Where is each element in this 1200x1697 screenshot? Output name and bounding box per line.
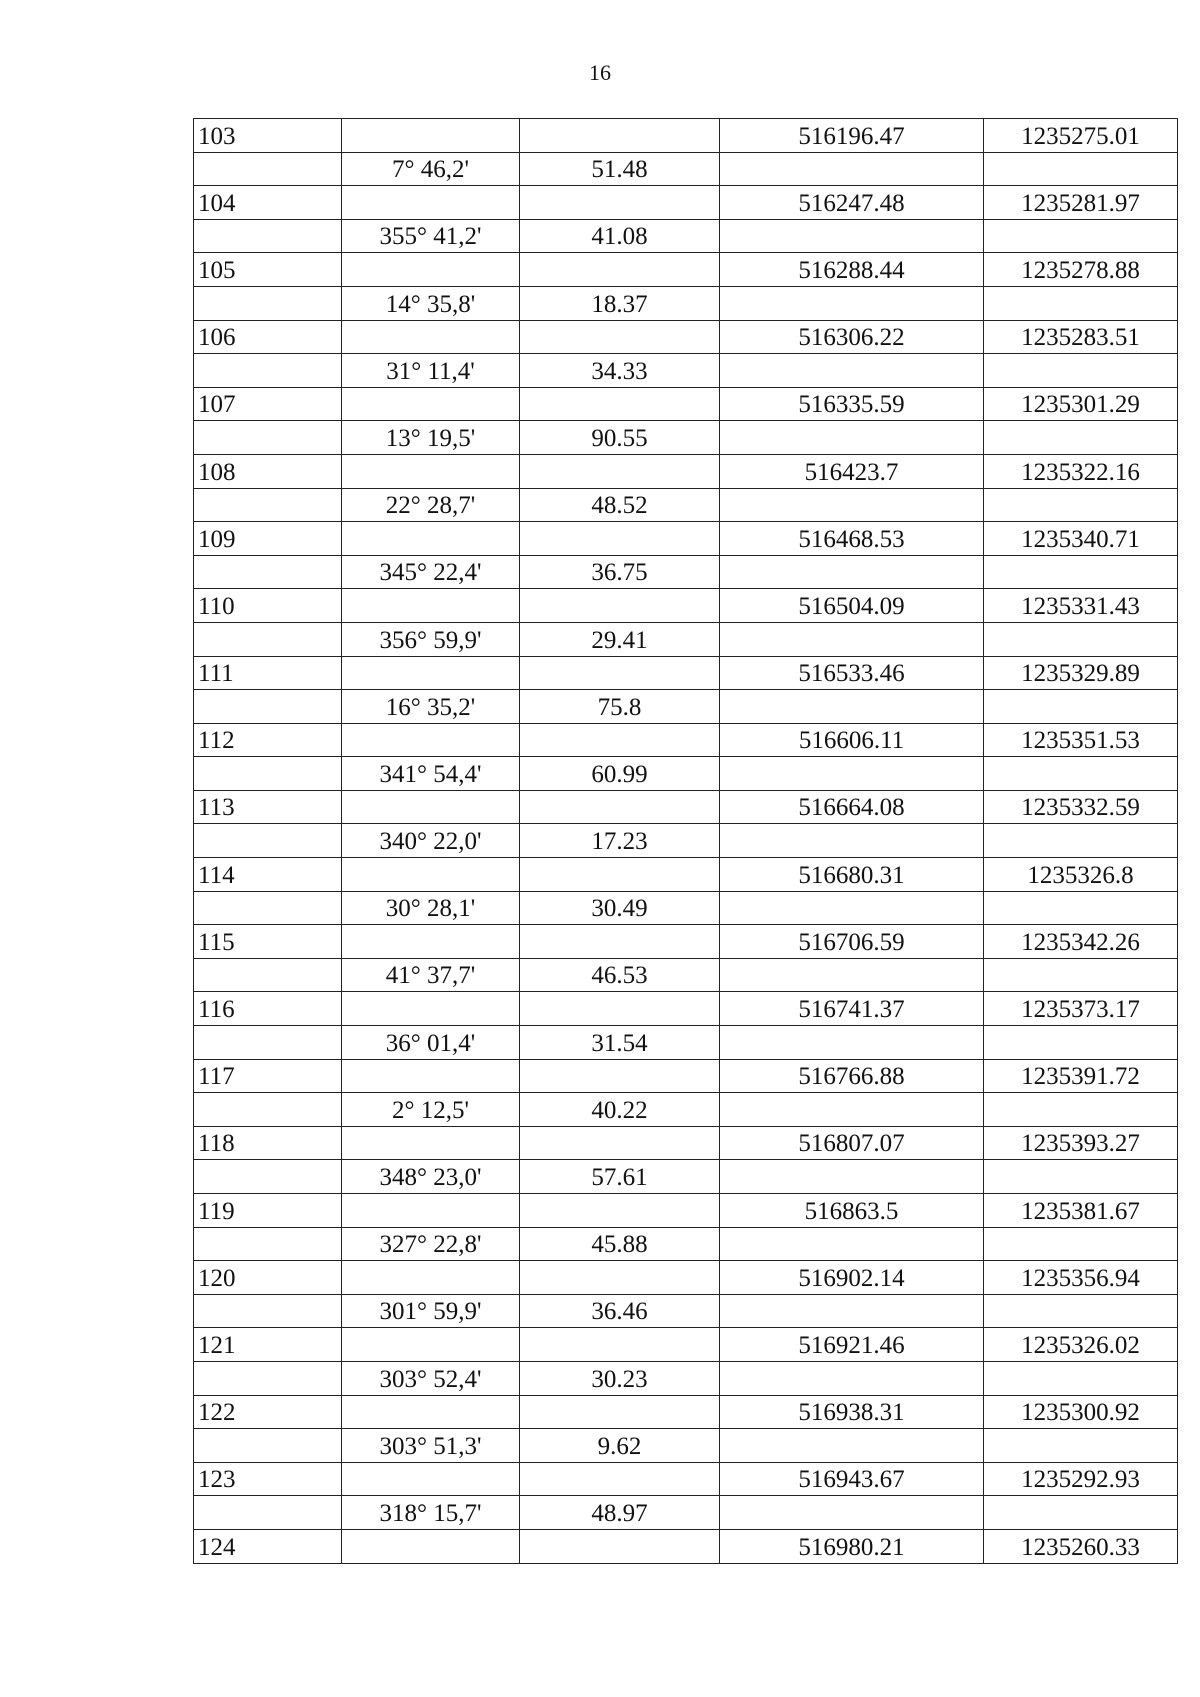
- y-coordinate-cell: [984, 1160, 1178, 1194]
- x-coordinate-cell: [720, 757, 984, 791]
- table-row: [194, 1529, 1178, 1563]
- x-coordinate-cell: [720, 219, 984, 253]
- segment-length-cell: 18.37: [520, 286, 720, 320]
- direction-angle-cell: 2° 12,5': [342, 1093, 520, 1127]
- segment-length-cell: [520, 925, 720, 959]
- direction-angle-cell: [342, 1126, 520, 1160]
- table-row: [194, 286, 1178, 320]
- x-coordinate-cell: 516807.07: [720, 1126, 984, 1160]
- x-coordinate-cell: 516196.47: [720, 119, 984, 153]
- segment-length-cell: [520, 1529, 720, 1563]
- direction-angle-cell: 303° 51,3': [342, 1429, 520, 1463]
- x-coordinate-cell: [720, 555, 984, 589]
- point-number-cell: 115: [194, 925, 342, 959]
- x-coordinate-cell: [720, 152, 984, 186]
- direction-angle-cell: [342, 656, 520, 690]
- table-row: [194, 488, 1178, 522]
- segment-length-cell: 60.99: [520, 757, 720, 791]
- point-number-cell: [194, 219, 342, 253]
- y-coordinate-cell: [984, 824, 1178, 858]
- x-coordinate-cell: [720, 690, 984, 724]
- table-row: [194, 1026, 1178, 1060]
- segment-length-cell: 29.41: [520, 622, 720, 656]
- y-coordinate-cell: 1235301.29: [984, 387, 1178, 421]
- direction-angle-cell: [342, 1194, 520, 1228]
- point-number-cell: [194, 354, 342, 388]
- point-number-cell: 110: [194, 589, 342, 623]
- point-number-cell: 103: [194, 119, 342, 153]
- table-row: [194, 622, 1178, 656]
- point-number-cell: [194, 891, 342, 925]
- table-row: [194, 790, 1178, 824]
- point-number-cell: [194, 555, 342, 589]
- y-coordinate-cell: [984, 1026, 1178, 1060]
- direction-angle-cell: 36° 01,4': [342, 1026, 520, 1060]
- y-coordinate-cell: 1235322.16: [984, 454, 1178, 488]
- direction-angle-cell: [342, 454, 520, 488]
- y-coordinate-cell: [984, 690, 1178, 724]
- y-coordinate-cell: 1235281.97: [984, 186, 1178, 220]
- point-number-cell: [194, 690, 342, 724]
- x-coordinate-cell: [720, 1093, 984, 1127]
- direction-angle-cell: 301° 59,9': [342, 1294, 520, 1328]
- y-coordinate-cell: [984, 757, 1178, 791]
- segment-length-cell: 30.49: [520, 891, 720, 925]
- point-number-cell: [194, 152, 342, 186]
- table-row: [194, 119, 1178, 153]
- table-row: [194, 1126, 1178, 1160]
- direction-angle-cell: 348° 23,0': [342, 1160, 520, 1194]
- point-number-cell: [194, 622, 342, 656]
- x-coordinate-cell: 516306.22: [720, 320, 984, 354]
- y-coordinate-cell: 1235342.26: [984, 925, 1178, 959]
- segment-length-cell: 40.22: [520, 1093, 720, 1127]
- direction-angle-cell: [342, 253, 520, 287]
- y-coordinate-cell: 1235391.72: [984, 1059, 1178, 1093]
- direction-angle-cell: 345° 22,4': [342, 555, 520, 589]
- direction-angle-cell: [342, 320, 520, 354]
- point-number-cell: 112: [194, 723, 342, 757]
- segment-length-cell: [520, 253, 720, 287]
- x-coordinate-cell: 516423.7: [720, 454, 984, 488]
- point-number-cell: [194, 757, 342, 791]
- x-coordinate-cell: 516288.44: [720, 253, 984, 287]
- table-row: [194, 454, 1178, 488]
- direction-angle-cell: [342, 1059, 520, 1093]
- y-coordinate-cell: 1235332.59: [984, 790, 1178, 824]
- point-number-cell: [194, 1093, 342, 1127]
- x-coordinate-cell: 516468.53: [720, 522, 984, 556]
- direction-angle-cell: [342, 858, 520, 892]
- y-coordinate-cell: [984, 1093, 1178, 1127]
- direction-angle-cell: 13° 19,5': [342, 421, 520, 455]
- table-row: [194, 421, 1178, 455]
- x-coordinate-cell: 516680.31: [720, 858, 984, 892]
- x-coordinate-cell: [720, 1026, 984, 1060]
- table-row: [194, 1261, 1178, 1295]
- direction-angle-cell: 355° 41,2': [342, 219, 520, 253]
- x-coordinate-cell: 516606.11: [720, 723, 984, 757]
- table-row: [194, 1361, 1178, 1395]
- table-row: [194, 723, 1178, 757]
- point-number-cell: [194, 1160, 342, 1194]
- segment-length-cell: 30.23: [520, 1361, 720, 1395]
- point-number-cell: 123: [194, 1462, 342, 1496]
- point-number-cell: 117: [194, 1059, 342, 1093]
- direction-angle-cell: [342, 1261, 520, 1295]
- segment-length-cell: 45.88: [520, 1227, 720, 1261]
- x-coordinate-cell: [720, 1496, 984, 1530]
- table-row: [194, 1462, 1178, 1496]
- segment-length-cell: 46.53: [520, 958, 720, 992]
- direction-angle-cell: [342, 723, 520, 757]
- x-coordinate-cell: 516504.09: [720, 589, 984, 623]
- segment-length-cell: [520, 589, 720, 623]
- point-number-cell: 118: [194, 1126, 342, 1160]
- x-coordinate-cell: [720, 354, 984, 388]
- point-number-cell: 124: [194, 1529, 342, 1563]
- segment-length-cell: [520, 387, 720, 421]
- y-coordinate-cell: [984, 958, 1178, 992]
- page-number: 16: [589, 60, 611, 85]
- segment-length-cell: [520, 1395, 720, 1429]
- table-row: [194, 1194, 1178, 1228]
- table-row: [194, 1328, 1178, 1362]
- point-number-cell: [194, 1429, 342, 1463]
- segment-length-cell: 41.08: [520, 219, 720, 253]
- point-number-cell: [194, 1026, 342, 1060]
- point-number-cell: 121: [194, 1328, 342, 1362]
- table-row: [194, 656, 1178, 690]
- y-coordinate-cell: 1235381.67: [984, 1194, 1178, 1228]
- point-number-cell: 114: [194, 858, 342, 892]
- y-coordinate-cell: 1235373.17: [984, 992, 1178, 1026]
- point-number-cell: 119: [194, 1194, 342, 1228]
- table-row: [194, 958, 1178, 992]
- direction-angle-cell: 30° 28,1': [342, 891, 520, 925]
- point-number-cell: 105: [194, 253, 342, 287]
- table-row: [194, 152, 1178, 186]
- point-number-cell: 107: [194, 387, 342, 421]
- y-coordinate-cell: 1235326.8: [984, 858, 1178, 892]
- table-row: [194, 1227, 1178, 1261]
- segment-length-cell: 36.46: [520, 1294, 720, 1328]
- segment-length-cell: [520, 522, 720, 556]
- direction-angle-cell: 41° 37,7': [342, 958, 520, 992]
- point-number-cell: 113: [194, 790, 342, 824]
- table-row: [194, 1160, 1178, 1194]
- x-coordinate-cell: [720, 1294, 984, 1328]
- segment-length-cell: [520, 1194, 720, 1228]
- point-number-cell: [194, 286, 342, 320]
- x-coordinate-cell: 516943.67: [720, 1462, 984, 1496]
- segment-length-cell: 48.52: [520, 488, 720, 522]
- point-number-cell: 120: [194, 1261, 342, 1295]
- segment-length-cell: 17.23: [520, 824, 720, 858]
- segment-length-cell: [520, 1059, 720, 1093]
- segment-length-cell: [520, 454, 720, 488]
- direction-angle-cell: [342, 992, 520, 1026]
- point-number-cell: 109: [194, 522, 342, 556]
- x-coordinate-cell: 516766.88: [720, 1059, 984, 1093]
- direction-angle-cell: 327° 22,8': [342, 1227, 520, 1261]
- direction-angle-cell: 14° 35,8': [342, 286, 520, 320]
- table-row: [194, 387, 1178, 421]
- point-number-cell: [194, 421, 342, 455]
- direction-angle-cell: [342, 589, 520, 623]
- table-row: [194, 1294, 1178, 1328]
- y-coordinate-cell: [984, 152, 1178, 186]
- segment-length-cell: [520, 186, 720, 220]
- table-row: [194, 522, 1178, 556]
- segment-length-cell: [520, 1462, 720, 1496]
- segment-length-cell: 51.48: [520, 152, 720, 186]
- point-number-cell: [194, 958, 342, 992]
- point-number-cell: [194, 488, 342, 522]
- x-coordinate-cell: 516921.46: [720, 1328, 984, 1362]
- direction-angle-cell: 31° 11,4': [342, 354, 520, 388]
- x-coordinate-cell: 516664.08: [720, 790, 984, 824]
- y-coordinate-cell: 1235283.51: [984, 320, 1178, 354]
- y-coordinate-cell: 1235292.93: [984, 1462, 1178, 1496]
- y-coordinate-cell: 1235329.89: [984, 656, 1178, 690]
- table-row: [194, 824, 1178, 858]
- y-coordinate-cell: [984, 219, 1178, 253]
- table-row: [194, 1395, 1178, 1429]
- table-row: [194, 253, 1178, 287]
- direction-angle-cell: 341° 54,4': [342, 757, 520, 791]
- x-coordinate-cell: 516980.21: [720, 1529, 984, 1563]
- segment-length-cell: 31.54: [520, 1026, 720, 1060]
- y-coordinate-cell: [984, 1496, 1178, 1530]
- x-coordinate-cell: 516335.59: [720, 387, 984, 421]
- y-coordinate-cell: 1235326.02: [984, 1328, 1178, 1362]
- point-number-cell: [194, 1496, 342, 1530]
- table-row: [194, 1059, 1178, 1093]
- x-coordinate-cell: [720, 421, 984, 455]
- segment-length-cell: 48.97: [520, 1496, 720, 1530]
- x-coordinate-cell: 516863.5: [720, 1194, 984, 1228]
- segment-length-cell: [520, 656, 720, 690]
- x-coordinate-cell: [720, 1429, 984, 1463]
- direction-angle-cell: [342, 1395, 520, 1429]
- x-coordinate-cell: [720, 622, 984, 656]
- direction-angle-cell: [342, 790, 520, 824]
- x-coordinate-cell: [720, 488, 984, 522]
- y-coordinate-cell: 1235260.33: [984, 1529, 1178, 1563]
- direction-angle-cell: [342, 522, 520, 556]
- point-number-cell: [194, 1361, 342, 1395]
- point-number-cell: [194, 1227, 342, 1261]
- segment-length-cell: [520, 320, 720, 354]
- segment-length-cell: [520, 119, 720, 153]
- table-row: [194, 757, 1178, 791]
- direction-angle-cell: 16° 35,2': [342, 690, 520, 724]
- x-coordinate-cell: [720, 1227, 984, 1261]
- segment-length-cell: 36.75: [520, 555, 720, 589]
- x-coordinate-cell: [720, 1361, 984, 1395]
- segment-length-cell: [520, 790, 720, 824]
- table-row: [194, 589, 1178, 623]
- direction-angle-cell: [342, 186, 520, 220]
- direction-angle-cell: [342, 925, 520, 959]
- x-coordinate-cell: [720, 891, 984, 925]
- x-coordinate-cell: [720, 1160, 984, 1194]
- direction-angle-cell: 22° 28,7': [342, 488, 520, 522]
- direction-angle-cell: [342, 1462, 520, 1496]
- segment-length-cell: [520, 723, 720, 757]
- segment-length-cell: 57.61: [520, 1160, 720, 1194]
- y-coordinate-cell: [984, 622, 1178, 656]
- y-coordinate-cell: 1235331.43: [984, 589, 1178, 623]
- y-coordinate-cell: [984, 421, 1178, 455]
- y-coordinate-cell: 1235300.92: [984, 1395, 1178, 1429]
- x-coordinate-cell: [720, 824, 984, 858]
- y-coordinate-cell: [984, 891, 1178, 925]
- y-coordinate-cell: [984, 1294, 1178, 1328]
- x-coordinate-cell: 516533.46: [720, 656, 984, 690]
- table-row: [194, 891, 1178, 925]
- table-row: [194, 925, 1178, 959]
- y-coordinate-cell: 1235393.27: [984, 1126, 1178, 1160]
- direction-angle-cell: [342, 387, 520, 421]
- x-coordinate-cell: 516741.37: [720, 992, 984, 1026]
- point-number-cell: 106: [194, 320, 342, 354]
- y-coordinate-cell: 1235278.88: [984, 253, 1178, 287]
- table-row: [194, 1429, 1178, 1463]
- segment-length-cell: [520, 1328, 720, 1362]
- y-coordinate-cell: [984, 286, 1178, 320]
- point-number-cell: [194, 1294, 342, 1328]
- x-coordinate-cell: [720, 958, 984, 992]
- direction-angle-cell: [342, 1328, 520, 1362]
- x-coordinate-cell: [720, 286, 984, 320]
- y-coordinate-cell: [984, 354, 1178, 388]
- y-coordinate-cell: 1235275.01: [984, 119, 1178, 153]
- x-coordinate-cell: 516902.14: [720, 1261, 984, 1295]
- direction-angle-cell: 7° 46,2': [342, 152, 520, 186]
- coordinates-table-body: [194, 119, 1178, 1564]
- y-coordinate-cell: [984, 555, 1178, 589]
- direction-angle-cell: 303° 52,4': [342, 1361, 520, 1395]
- y-coordinate-cell: 1235356.94: [984, 1261, 1178, 1295]
- y-coordinate-cell: 1235340.71: [984, 522, 1178, 556]
- table-row: [194, 320, 1178, 354]
- y-coordinate-cell: [984, 1227, 1178, 1261]
- segment-length-cell: [520, 858, 720, 892]
- table-row: [194, 690, 1178, 724]
- point-number-cell: 111: [194, 656, 342, 690]
- point-number-cell: 104: [194, 186, 342, 220]
- direction-angle-cell: 318° 15,7': [342, 1496, 520, 1530]
- segment-length-cell: [520, 1126, 720, 1160]
- table-row: [194, 858, 1178, 892]
- table-row: [194, 1093, 1178, 1127]
- segment-length-cell: [520, 1261, 720, 1295]
- table-row: [194, 219, 1178, 253]
- direction-angle-cell: [342, 119, 520, 153]
- x-coordinate-cell: 516706.59: [720, 925, 984, 959]
- y-coordinate-cell: 1235351.53: [984, 723, 1178, 757]
- point-number-cell: 108: [194, 454, 342, 488]
- point-number-cell: 116: [194, 992, 342, 1026]
- segment-length-cell: 90.55: [520, 421, 720, 455]
- segment-length-cell: 34.33: [520, 354, 720, 388]
- y-coordinate-cell: [984, 1361, 1178, 1395]
- y-coordinate-cell: [984, 488, 1178, 522]
- direction-angle-cell: 340° 22,0': [342, 824, 520, 858]
- coordinates-table: [193, 118, 1178, 1564]
- segment-length-cell: 9.62: [520, 1429, 720, 1463]
- direction-angle-cell: [342, 1529, 520, 1563]
- table-row: [194, 1496, 1178, 1530]
- segment-length-cell: 75.8: [520, 690, 720, 724]
- segment-length-cell: [520, 992, 720, 1026]
- x-coordinate-cell: 516938.31: [720, 1395, 984, 1429]
- point-number-cell: [194, 824, 342, 858]
- direction-angle-cell: 356° 59,9': [342, 622, 520, 656]
- table-row: [194, 555, 1178, 589]
- x-coordinate-cell: 516247.48: [720, 186, 984, 220]
- y-coordinate-cell: [984, 1429, 1178, 1463]
- point-number-cell: 122: [194, 1395, 342, 1429]
- table-row: [194, 354, 1178, 388]
- table-row: [194, 186, 1178, 220]
- table-row: [194, 992, 1178, 1026]
